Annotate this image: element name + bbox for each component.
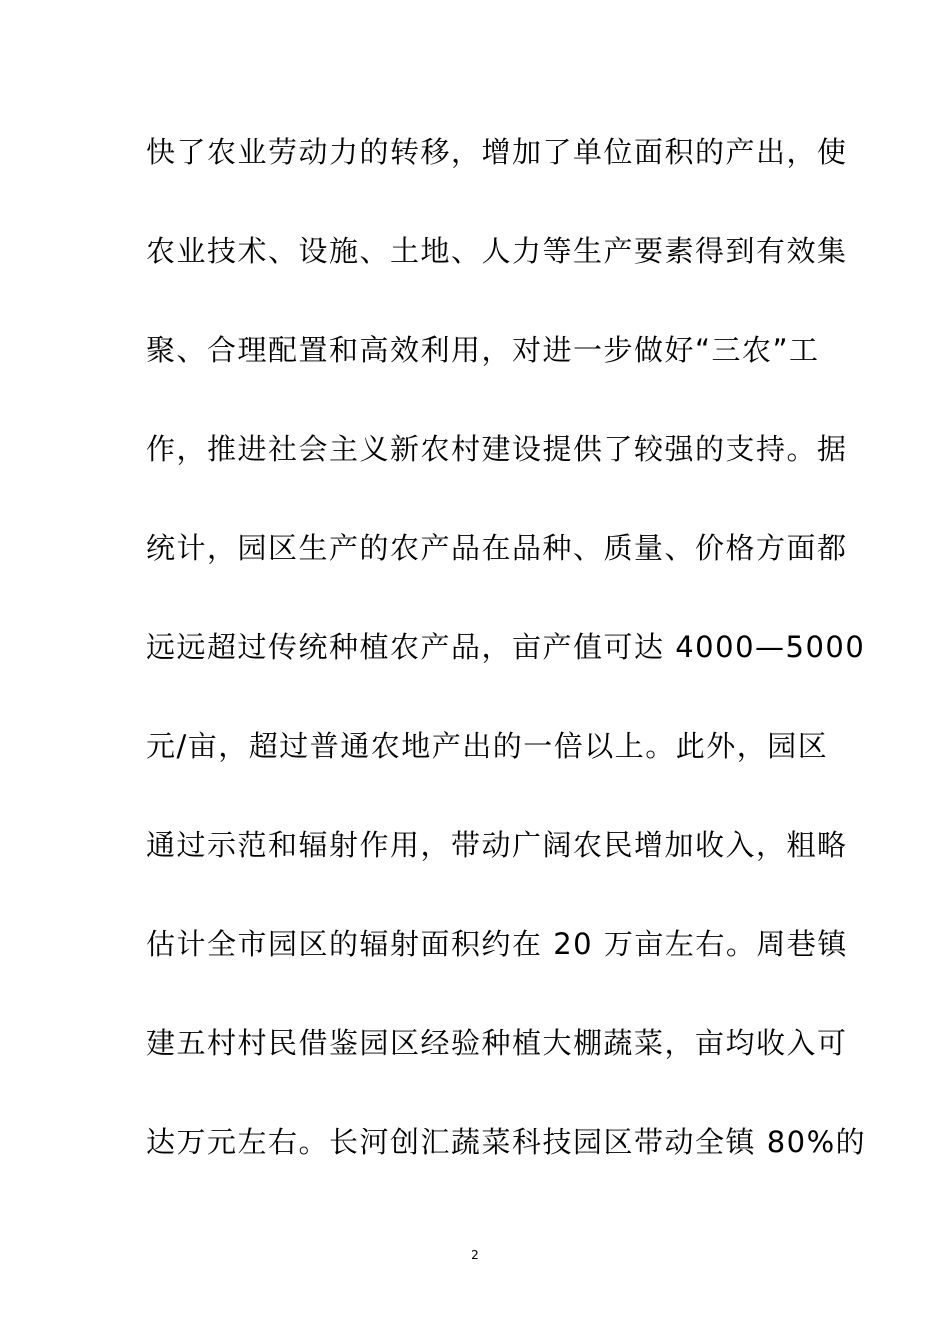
- text-line: 远远超过传统种植农产品，亩产值可达 4000—5000: [146, 630, 866, 664]
- text-line: 估计全市园区的辐射面积约在 20 万亩左右。周巷镇: [146, 927, 848, 961]
- text-line: 建五村村民借鉴园区经验种植大棚蔬菜，亩均收入可: [146, 1026, 848, 1060]
- text-line: 聚、合理配置和高效利用，对进一步做好“三农”工: [146, 333, 820, 367]
- body-text: [146, 122, 867, 1211]
- text-line: 农业技术、设施、土地、人力等生产要素得到有效集: [146, 234, 848, 268]
- text-line: 达万元左右。长河创汇蔬菜科技园区带动全镇 80%的: [146, 1125, 867, 1159]
- text-line: 统计，园区生产的农产品在品种、质量、价格方面都: [146, 531, 848, 565]
- text-line: 作，推进社会主义新农村建设提供了较强的支持。据: [146, 432, 848, 466]
- text-line: 通过示范和辐射作用，带动广阔农民增加收入，粗略: [146, 828, 848, 862]
- text-line: 快了农业劳动力的转移，增加了单位面积的产出，使: [146, 135, 848, 169]
- text-line: 元/亩，超过普通农地产出的一倍以上。此外，园区: [146, 729, 829, 763]
- page-number: 2: [471, 1248, 479, 1262]
